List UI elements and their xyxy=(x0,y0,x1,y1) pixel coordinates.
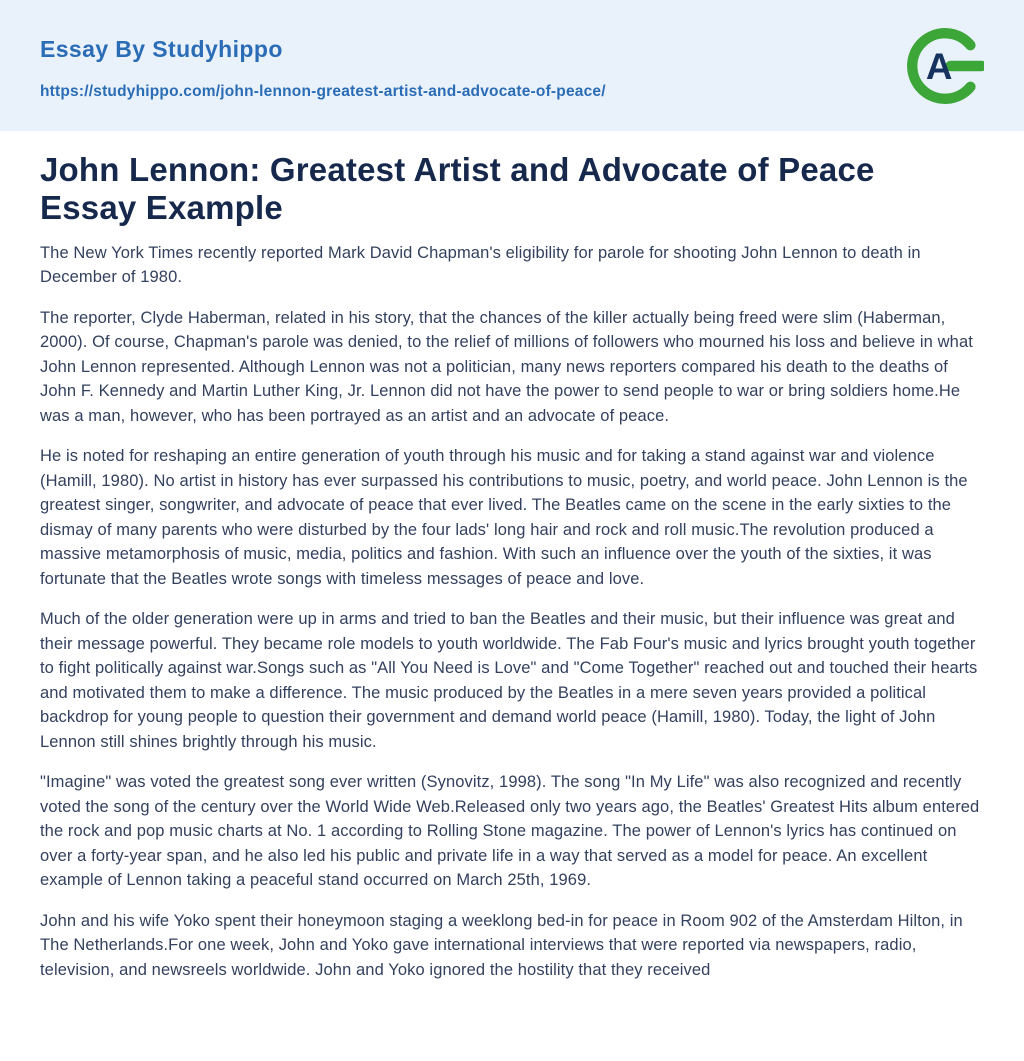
article-paragraph: He is noted for reshaping an entire generation of youth through his music and for taking a stand against war and violence (Hamill, 1980). No artist in history has ever surpassed his contributions to music, poetry, and world peace. John Lennon is the greatest singer, songwriter, and advocate of peace that ever lived. The Beatles came on the scene in the early sixties to the dismay of many parents who were disturbed by the four lads' long hair and rock and roll music.The revolution produced a massive metamorphosis of music, media, politics and fashion. With such an influence over the youth of the sixties, it was fortunate that the Beatles wrote songs with timeless messages of peace and love. xyxy=(40,447,968,588)
logo-letter: A xyxy=(925,45,953,87)
header-text-block xyxy=(40,32,606,101)
article-body xyxy=(0,131,1024,982)
source-url-link[interactable]: https://studyhippo.com/john-lennon-greatest-artist-and-advocate-of-peace/ xyxy=(40,83,606,100)
article-title: John Lennon: Greatest Artist and Advocate of Peace Essay Example xyxy=(40,151,875,226)
article-paragraph: The reporter, Clyde Haberman, related in his story, that the chances of the killer actually being freed were slim (Haberman, 2000). Of course, Chapman's parole was denied, to the relief of millions of followers who mourned his loss and believe in what John Lennon represented. Although Lennon was not a politician, many news reporters compared his death to the deaths of John F. Kennedy and Martin Luther King, Jr. Lennon did not have the power to send people to war or bring soldiers home.He was a man, however, who has been portrayed as an artist and an advocate of peace. xyxy=(40,308,973,425)
page-header xyxy=(0,0,1024,131)
article-paragraph: John and his wife Yoko spent their honeymoon staging a weeklong bed-in for peace in Room 902 of the Amsterdam Hilton, in The Netherlands.For one week, John and Yoko gave international interviews that were reported via newspapers, radio, television, and newsreels worldwide. John and Yoko ignored the hostility that they received xyxy=(40,911,963,979)
article-paragraph: Much of the older generation were up in arms and tried to ban the Beatles and their music, but their influence was great and their message powerful. They became role models to youth worldwide. The Fab Four's music and lyrics brought youth together to fight politically against war.Songs such as "All You Need is Love" and "Come Together" reached out and touched their hearts and motivated them to make a difference. The music produced by the Beatles in a mere seven years provided a political backdrop for young people to question their government and demand world peace (Hamill, 1980). Today, the light of John Lennon still shines brightly through his music. xyxy=(40,610,978,751)
site-title: Essay By Studyhippo xyxy=(40,36,283,62)
studyhippo-logo-icon xyxy=(904,26,984,106)
article-paragraph: The New York Times recently reported Mark David Chapman's eligibility for parole for shooting John Lennon to death in December of 1980. xyxy=(40,243,921,287)
article-paragraph: "Imagine" was voted the greatest song ever written (Synovitz, 1998). The song "In My Life" was also recognized and recently voted the song of the century over the World Wide Web.Released only two years ago, the Beatles' Greatest Hits album entered the rock and pop music charts at No. 1 according to Rolling Stone magazine. The power of Lennon's lyrics has continued on over a forty-year span, and he also led his public and private life in a way that served as a model for peace. An excellent example of Lennon taking a peaceful stand occurred on March 25th, 1969. xyxy=(40,773,980,890)
